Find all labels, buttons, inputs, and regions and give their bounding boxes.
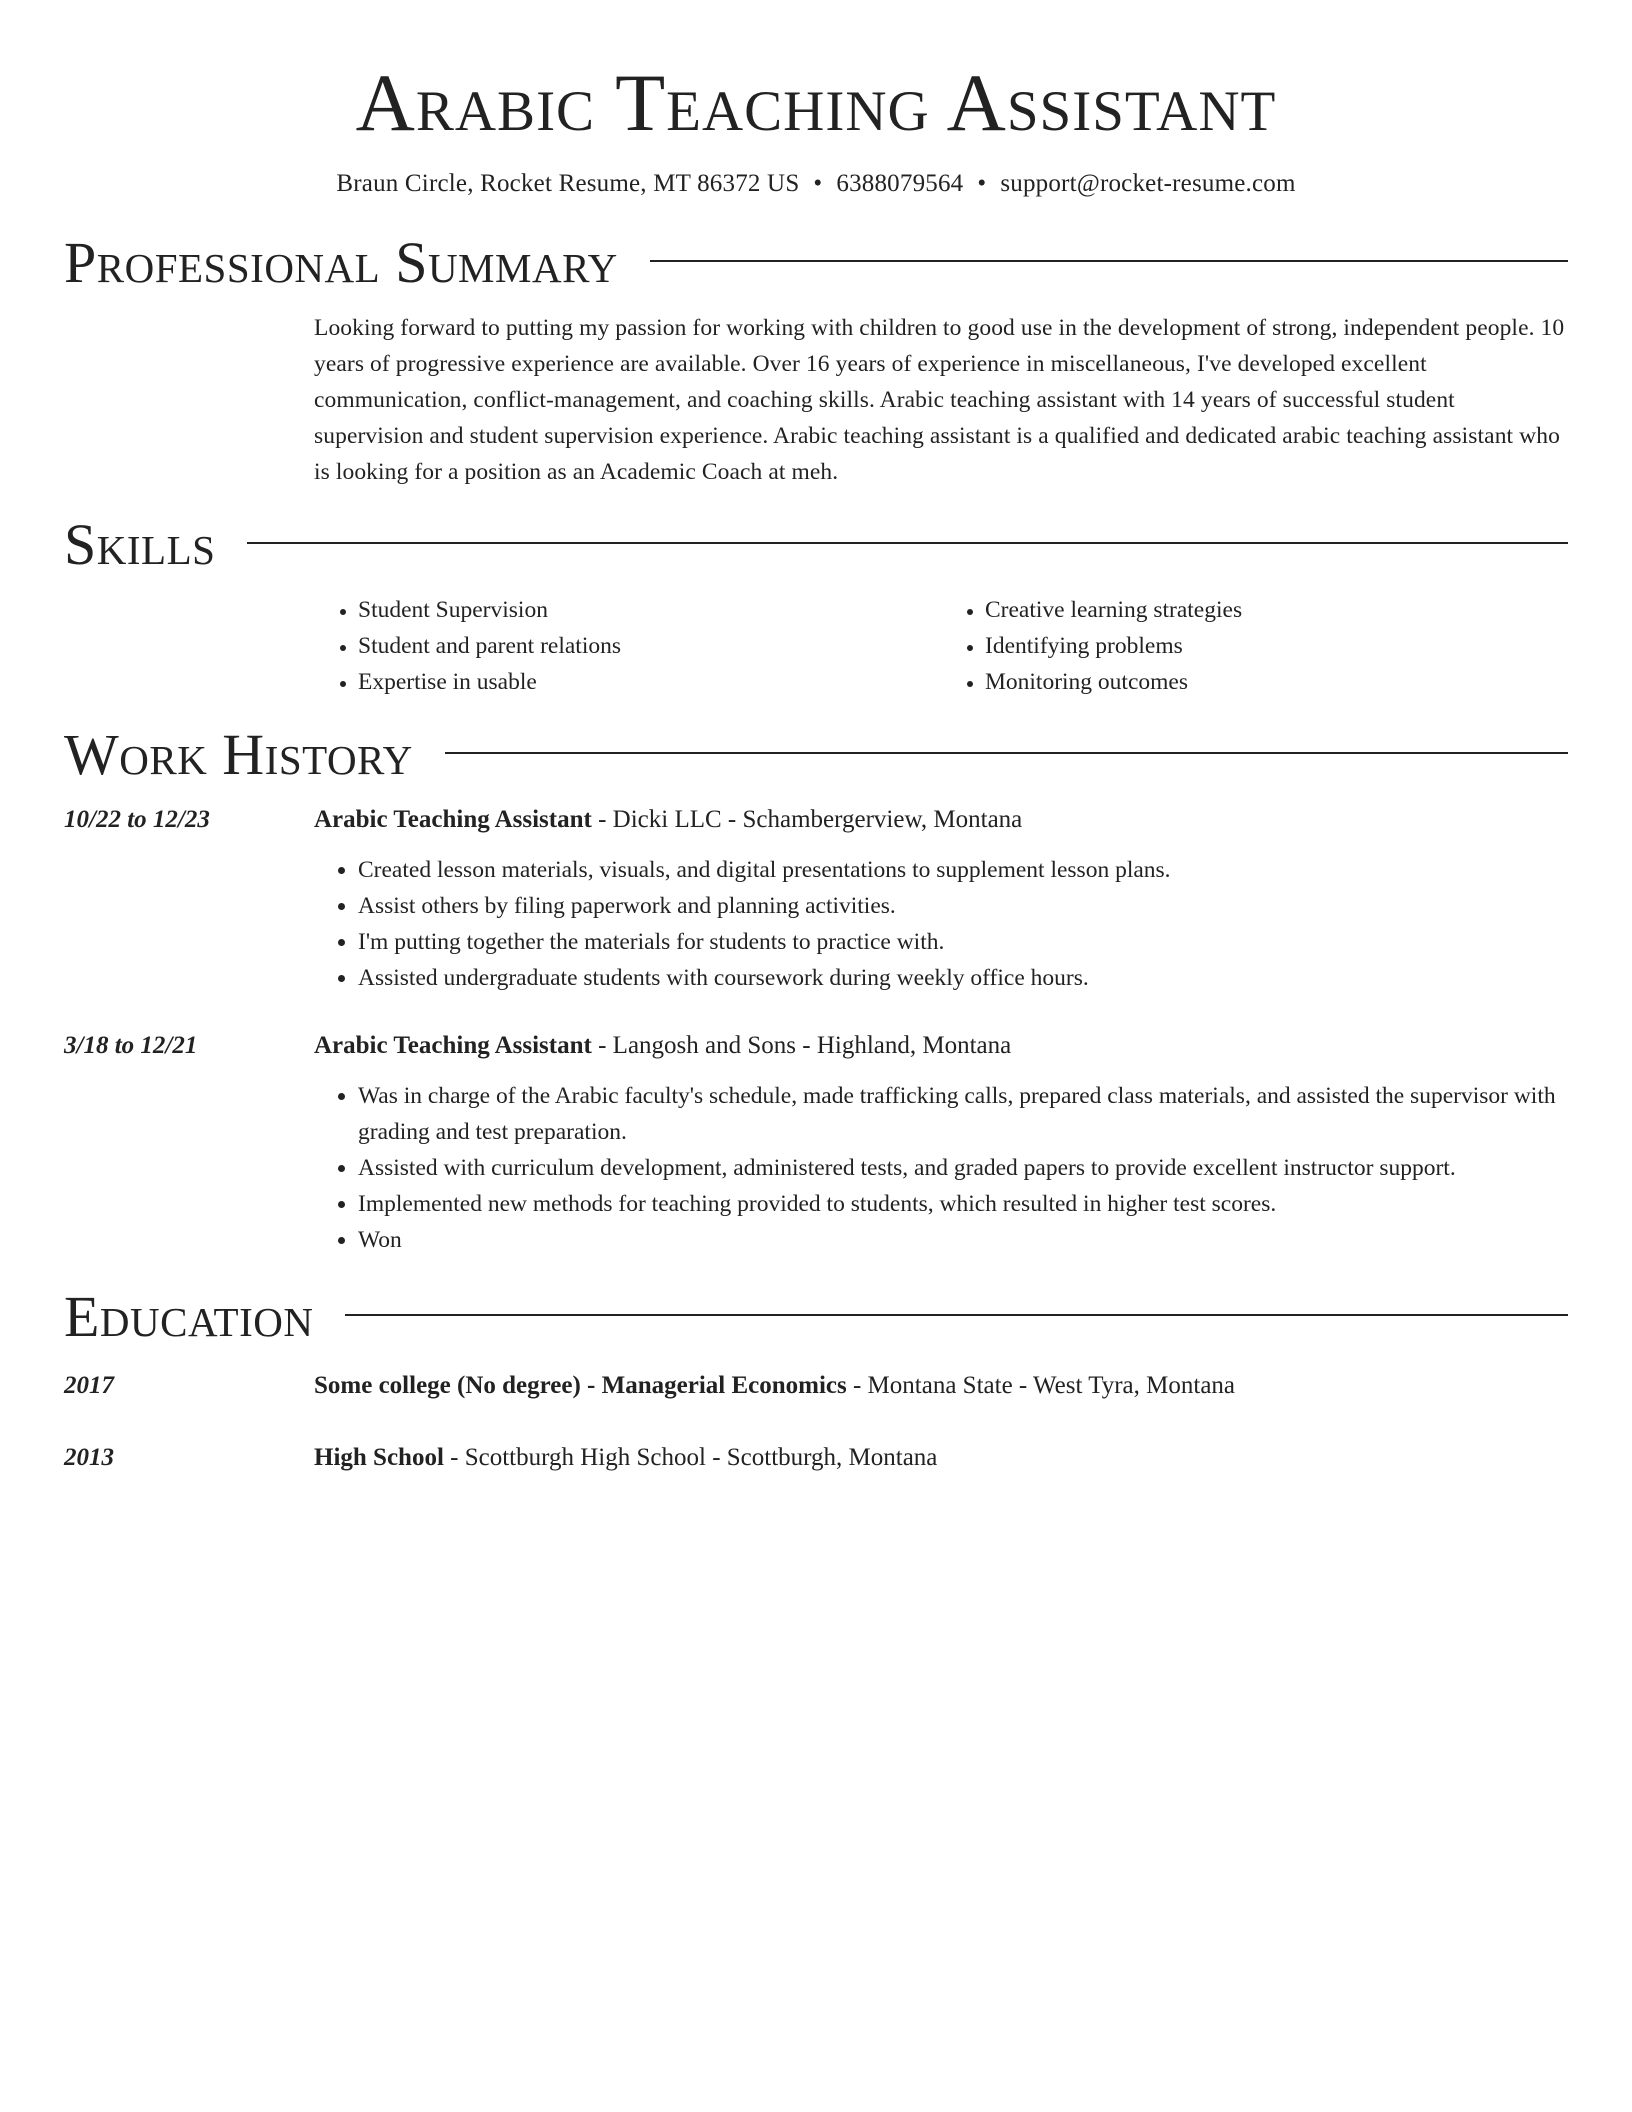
- job-header: [64, 1028, 1568, 1064]
- separator-dot: •: [977, 170, 987, 197]
- skill-item: • Monitoring outcomes: [985, 664, 1568, 700]
- section-title: Education: [64, 1284, 314, 1349]
- job-entry: [64, 802, 1568, 996]
- job-bullet: • Created lesson materials, visuals, and digital presentations to supplement lesson plans.: [358, 852, 1568, 888]
- job-bullet: • Implemented new methods for teaching provided to students, which resulted in higher test scores.: [358, 1186, 1568, 1222]
- job-bullets: [314, 1078, 1568, 1258]
- job-dates: 3/18 to 12/21: [64, 1032, 198, 1059]
- job-details: - Langosh and Sons - Highland, Montana: [591, 1032, 1012, 1059]
- skills-column-left: [314, 592, 941, 700]
- job-bullet: • Assist others by filing paperwork and planning activities.: [358, 888, 1568, 924]
- job-dates: 10/22 to 12/23: [64, 806, 210, 833]
- job-bullet: • Assisted with curriculum development, administered tests, and graded papers to provide excellent instructor support.: [358, 1150, 1568, 1186]
- section-divider: [247, 542, 1568, 544]
- section-divider: [445, 752, 1568, 754]
- skill-item: • Identifying problems: [985, 628, 1568, 664]
- section-title: Work History: [64, 722, 413, 787]
- skill-item: • Creative learning strategies: [985, 592, 1568, 628]
- job-position: Arabic Teaching Assistant: [314, 806, 592, 833]
- education-degree: High School: [314, 1444, 444, 1471]
- summary-text: Looking forward to putting my passion for working with children to good use in the development of strong, independent people. 10 years of progressive experience are available. Over 16 years of experience in miscellaneous, I've developed excellent communication, conflict-management, and coaching skills. Arabic teaching assistant with 14 years of successful student supervision and student supervision experience. Arabic teaching assistant is a qualified and dedicated arabic teaching assistant who is looking for a position as an Academic Coach at meh.: [314, 315, 1565, 485]
- skills-list: [314, 592, 1568, 700]
- skills-section-header: [64, 512, 1568, 578]
- job-bullet: • Was in charge of the Arabic faculty's schedule, made trafficking calls, prepared class materials, and assisted the supervisor with grading and test preparation.: [358, 1078, 1568, 1150]
- job-entry: [64, 1028, 1568, 1258]
- section-title: Skills: [64, 512, 216, 577]
- education-year: 2017: [64, 1372, 114, 1399]
- education-details: - Montana State - West Tyra, Montana: [846, 1372, 1236, 1399]
- work-section-header: [64, 722, 1568, 788]
- phone: 6388079564: [836, 170, 964, 197]
- education-details: - Scottburgh High School - Scottburgh, Montana: [443, 1444, 938, 1471]
- education-degree: Some college (No degree) - Managerial Economics: [314, 1372, 847, 1399]
- education-line: [314, 1368, 1235, 1404]
- summary-section-header: [64, 230, 1568, 296]
- job-title-line: [314, 802, 1022, 838]
- skill-item: • Expertise in usable: [358, 664, 941, 700]
- section-title: Professional Summary: [64, 230, 618, 295]
- skill-item: • Student and parent relations: [358, 628, 941, 664]
- education-entry: [64, 1368, 1568, 1404]
- job-bullet: • Won: [358, 1222, 1568, 1258]
- section-divider: [345, 1314, 1568, 1316]
- job-bullet: • Assisted undergraduate students with coursework during weekly office hours.: [358, 960, 1568, 996]
- email-link[interactable]: support@rocket-resume.com: [1000, 170, 1296, 197]
- address: Braun Circle, Rocket Resume, MT 86372 US: [336, 170, 800, 197]
- education-section-header: [64, 1284, 1568, 1350]
- skills-column-right: [941, 592, 1568, 700]
- skill-item: • Student Supervision: [358, 592, 941, 628]
- education-entry: [64, 1440, 1568, 1476]
- job-position: Arabic Teaching Assistant: [314, 1032, 592, 1059]
- candidate-name: Arabic Teaching Assistant: [355, 57, 1277, 148]
- section-divider: [650, 260, 1568, 262]
- contact-line: [64, 168, 1568, 200]
- separator-dot: •: [813, 170, 823, 197]
- education-year: 2013: [64, 1444, 114, 1471]
- job-title-line: [314, 1028, 1011, 1064]
- education-line: [314, 1440, 937, 1476]
- job-header: [64, 802, 1568, 838]
- job-details: - Dicki LLC - Schambergerview, Montana: [591, 806, 1023, 833]
- job-bullets: [314, 852, 1568, 996]
- job-bullet: • I'm putting together the materials for students to practice with.: [358, 924, 1568, 960]
